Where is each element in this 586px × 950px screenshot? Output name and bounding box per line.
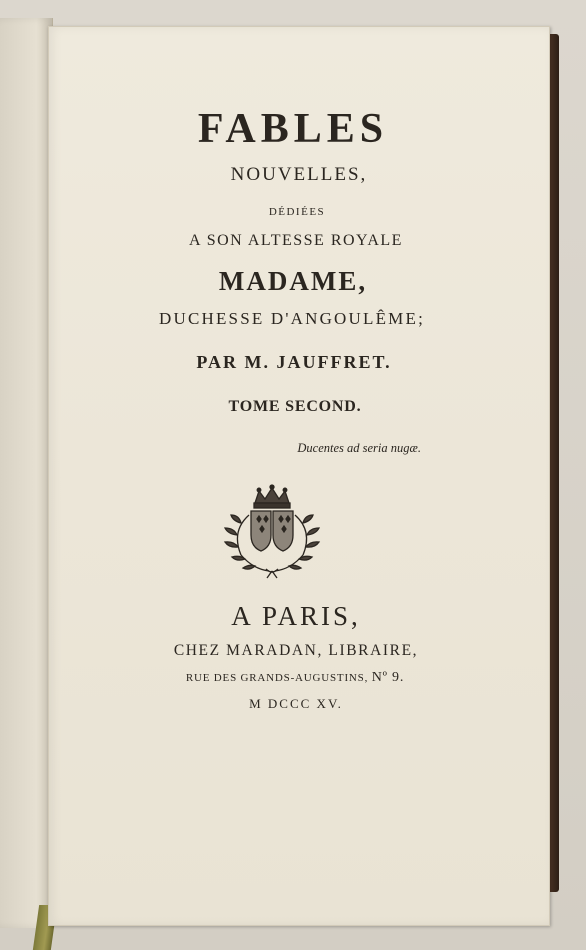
dedication-intro: DÉDIÉES [268, 206, 326, 218]
royal-coat-of-arms-icon [219, 483, 325, 579]
facing-page-edge [0, 18, 53, 928]
address-street: RUE DES GRANDS-AUGUSTINS, [185, 672, 369, 684]
publisher-address [45, 670, 545, 686]
dedication-line: A SON ALTESSE ROYALE [189, 232, 403, 249]
author-line: PAR M. JAUFFRET. [196, 352, 392, 372]
dedicatee-name: MADAME, [218, 266, 368, 296]
dedicatee-title: DUCHESSE D'ANGOULÊME; [158, 309, 425, 328]
title-page [48, 26, 550, 926]
publication-year: M DCCC XV. [249, 696, 343, 711]
publisher-name: CHEZ MARADAN, LIBRAIRE, [173, 642, 419, 659]
address-number: Nº 9. [371, 670, 405, 685]
epigraph: Ducentes ad seria nugæ. [297, 441, 421, 455]
book-subtitle: NOUVELLES, [230, 164, 368, 185]
book-title: FABLES [197, 106, 389, 152]
volume-label: TOME SECOND. [228, 398, 362, 415]
publication-place: A PARIS, [231, 601, 361, 631]
